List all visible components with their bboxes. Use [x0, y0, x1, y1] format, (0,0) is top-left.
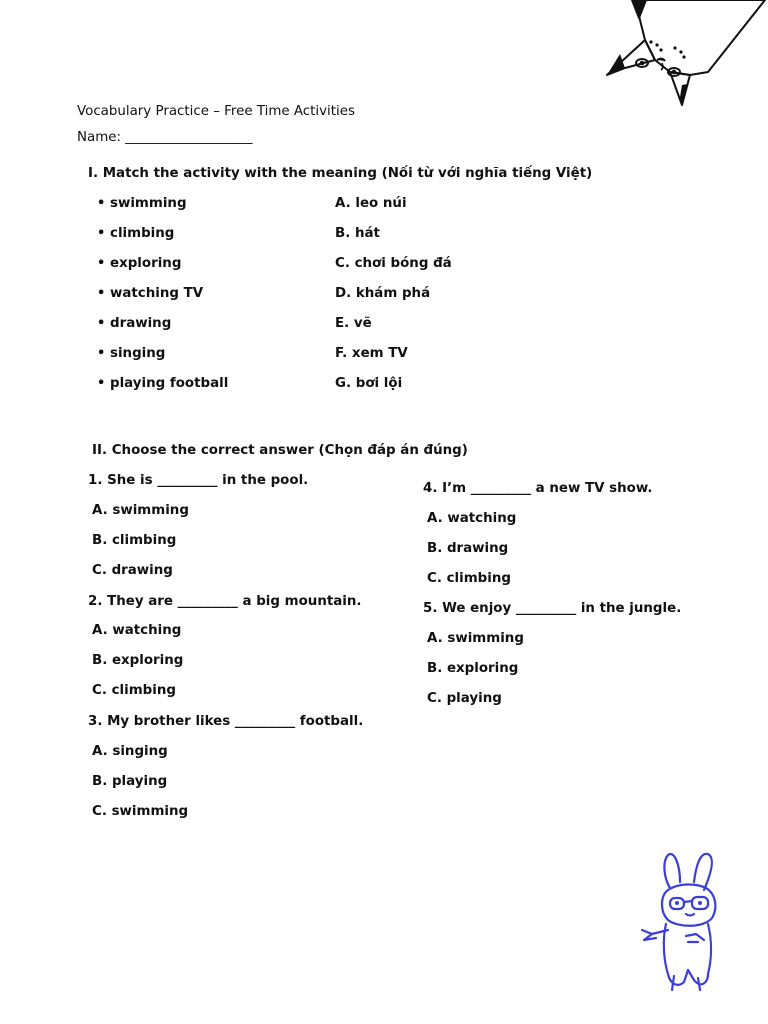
list-item: exploring — [110, 256, 182, 271]
option-c: C. drawing — [92, 563, 173, 578]
bullet: • — [97, 256, 106, 271]
meaning-item: F. xem TV — [335, 346, 408, 361]
option-b: B. exploring — [427, 661, 519, 676]
name-line: Name: ___________________ — [77, 130, 253, 145]
meaning-item: G. bơi lội — [335, 376, 403, 391]
list-item: swimming — [110, 196, 187, 211]
cat-doodle — [600, 0, 768, 115]
bunny-doodle — [638, 850, 738, 995]
option-b: B. climbing — [92, 533, 177, 548]
option-c: C. swimming — [92, 804, 189, 819]
question-text: 5. We enjoy _________ in the jungle. — [423, 601, 682, 616]
meaning-item: A. leo núi — [335, 196, 407, 211]
meaning-item: E. vẽ — [335, 316, 372, 331]
option-b: B. exploring — [92, 653, 184, 668]
bullet: • — [97, 226, 106, 241]
option-a: A. watching — [427, 511, 517, 526]
section2-heading: II. Choose the correct answer (Chọn đáp án đúng) — [92, 443, 468, 458]
option-a: A. swimming — [427, 631, 524, 646]
list-item: watching TV — [110, 286, 204, 301]
option-a: A. watching — [92, 623, 182, 638]
bullet: • — [97, 316, 106, 331]
option-c: C. playing — [427, 691, 502, 706]
meaning-item: B. hát — [335, 226, 380, 241]
list-item: drawing — [110, 316, 172, 331]
section1-heading: I. Match the activity with the meaning (Nối từ với nghĩa tiếng Việt) — [88, 166, 593, 181]
option-c: C. climbing — [427, 571, 511, 586]
list-item: climbing — [110, 226, 175, 241]
bullet: • — [97, 196, 106, 211]
list-item: singing — [110, 346, 166, 361]
meaning-item: D. khám phá — [335, 286, 431, 301]
meaning-item: C. chơi bóng đá — [335, 256, 452, 271]
question-text: 1. She is _________ in the pool. — [88, 473, 309, 488]
question-text: 2. They are _________ a big mountain. — [88, 594, 362, 609]
option-a: A. singing — [92, 744, 168, 759]
list-item: playing football — [110, 376, 229, 391]
option-c: C. climbing — [92, 683, 176, 698]
bullet: • — [97, 376, 106, 391]
bullet: • — [97, 346, 106, 361]
worksheet-title: Vocabulary Practice – Free Time Activities — [77, 104, 355, 119]
question-text: 3. My brother likes _________ football. — [88, 714, 364, 729]
option-b: B. drawing — [427, 541, 509, 556]
question-text: 4. I’m _________ a new TV show. — [423, 481, 653, 496]
bullet: • — [97, 286, 106, 301]
option-a: A. swimming — [92, 503, 189, 518]
option-b: B. playing — [92, 774, 168, 789]
